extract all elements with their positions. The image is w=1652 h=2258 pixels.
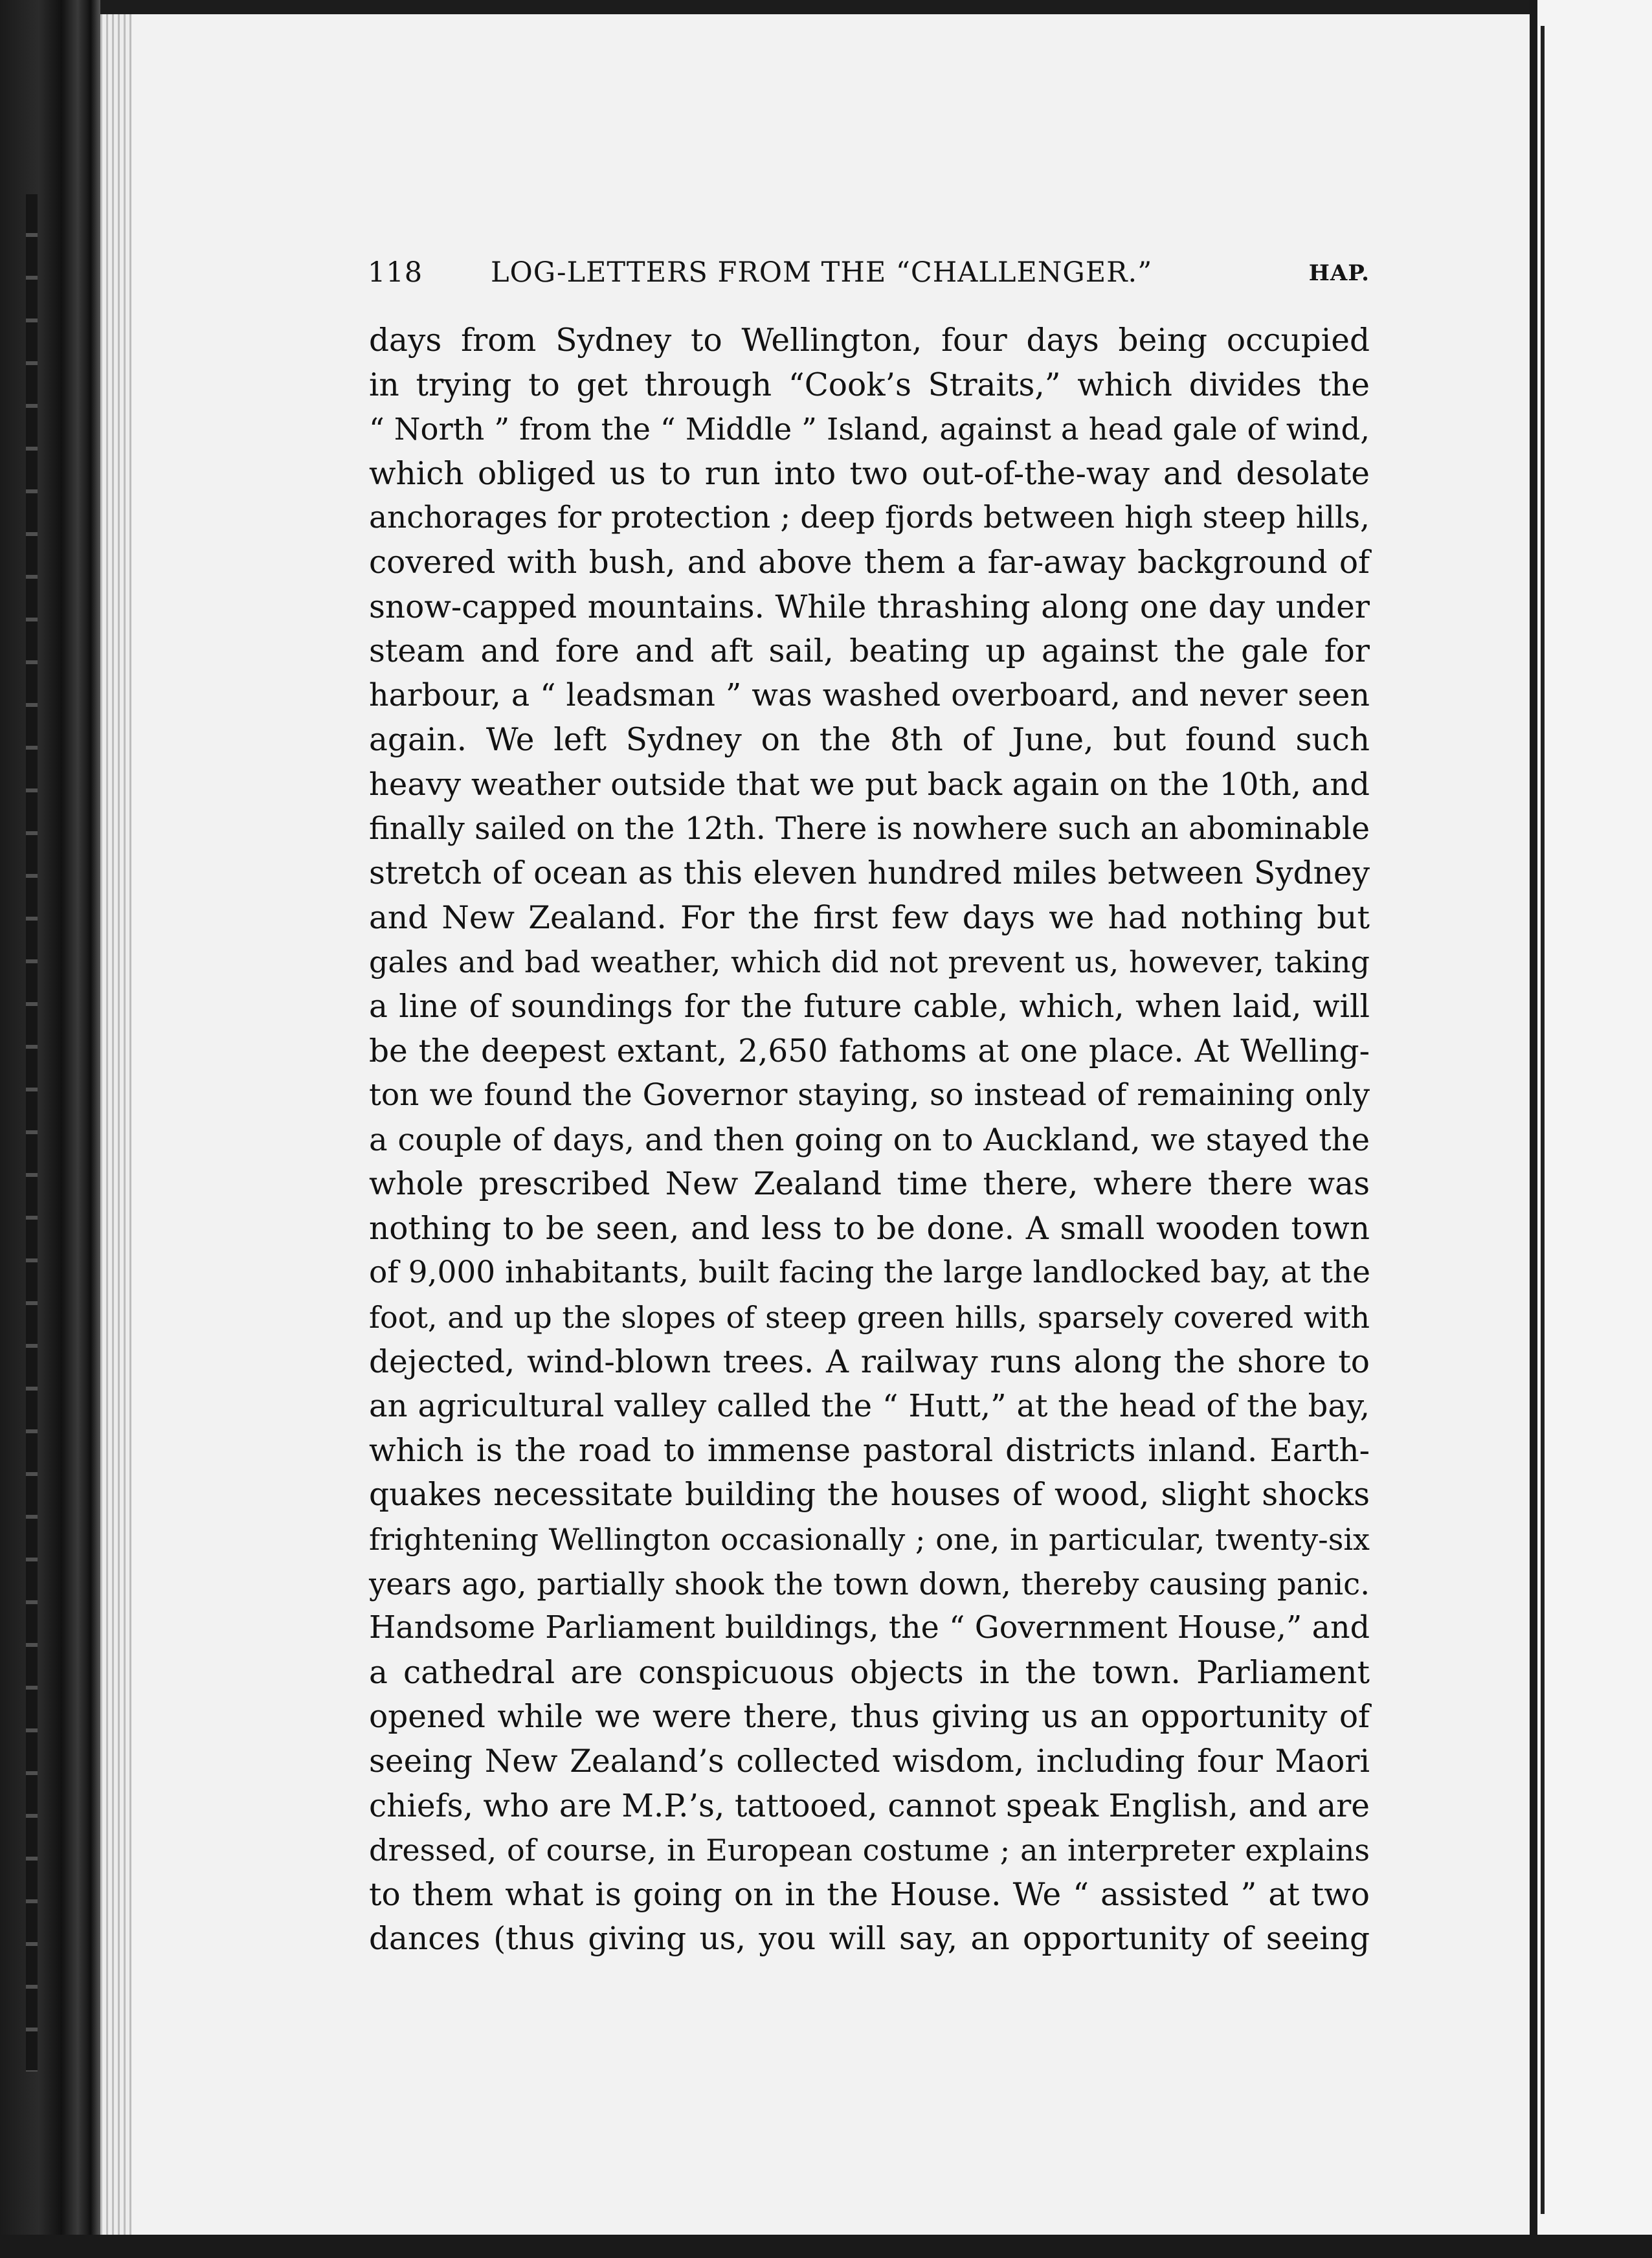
page-number: 118	[368, 256, 423, 289]
text-line: which obliged us to run into two out-of-the-way and desolate	[369, 455, 1370, 492]
text-line: again. We left Sydney on the 8th of June, but found such	[369, 722, 1370, 759]
running-title: LOG-LETTERS FROM THE “CHALLENGER.”	[491, 256, 1153, 289]
text-line: opened while we were there, thus giving us an opportunity of	[369, 1699, 1370, 1736]
text-line: a cathedral are conspicuous objects in the town. Parliament	[369, 1654, 1370, 1691]
text-line: an agricultural valley called the “ Hutt,” at the head of the bay,	[369, 1388, 1370, 1425]
text-line: nothing to be seen, and less to be done. A small wooden town	[369, 1210, 1370, 1247]
text-line: of 9,000 inhabitants, built facing the large landlocked bay, at the	[369, 1255, 1370, 1291]
text-line: and New Zealand. For the first few days we had nothing but	[369, 899, 1370, 936]
gutter-line	[1530, 0, 1537, 2258]
text-line: Handsome Parliament buildings, the “ Government House,” and	[369, 1610, 1370, 1646]
page-edge-lines	[100, 14, 131, 2235]
facing-page-edge	[1537, 0, 1652, 2258]
text-line: dejected, wind-blown trees. A railway runs along the shore to	[369, 1343, 1370, 1380]
text-line: seeing New Zealand’s collected wisdom, including four Maori	[369, 1743, 1370, 1780]
text-line: ton we found the Governor staying, so instead of remaining only	[369, 1077, 1370, 1113]
chapter-mark: HAP.	[1308, 260, 1370, 286]
text-line: harbour, a “ leadsman ” was washed overboard, and never seen	[369, 677, 1370, 713]
text-line: dances (thus giving us, you will say, an opportunity of seeing	[369, 1921, 1370, 1958]
facing-page-line	[1541, 26, 1545, 2214]
text-line: in trying to get through “Cook’s Straits,” which divides the	[369, 366, 1370, 403]
text-line: a couple of days, and then going on to Auckland, we stayed the	[369, 1121, 1370, 1158]
text-line: quakes necessitate building the houses of wood, slight shocks	[369, 1477, 1370, 1514]
text-line: heavy weather outside that we put back again on the 10th, and	[369, 766, 1370, 803]
text-line: days from Sydney to Wellington, four days being occupied	[369, 322, 1370, 359]
running-head	[368, 256, 1370, 295]
text-line: covered with bush, and above them a far-away background of	[369, 544, 1370, 581]
text-line: dressed, of course, in European costume ; an interpreter explains	[369, 1833, 1370, 1868]
scan-top-border	[0, 0, 1652, 14]
text-line: foot, and up the slopes of steep green hills, sparsely covered with	[369, 1300, 1370, 1336]
text-line: years ago, partially shook the town down, thereby causing panic.	[369, 1566, 1370, 1602]
text-line: chiefs, who are M.P.’s, tattooed, cannot speak English, and are	[369, 1787, 1370, 1824]
text-line: a line of soundings for the future cable, which, when laid, will	[369, 988, 1370, 1025]
text-line: be the deepest extant, 2,650 fathoms at one place. At Welling-	[369, 1033, 1370, 1069]
text-line: finally sailed on the 12th. There is nowhere such an abominable	[369, 810, 1370, 847]
text-line: which is the road to immense pastoral districts inland. Earth-	[369, 1432, 1370, 1469]
text-line: steam and fore and aft sail, beating up against the gale for	[369, 633, 1370, 670]
text-line: frightening Wellington occasionally ; one, in particular, twenty-six	[369, 1522, 1370, 1558]
text-line: anchorages for protection ; deep fjords between high steep hills,	[369, 500, 1370, 536]
scan-left-border	[0, 0, 100, 2258]
body-text	[369, 319, 1370, 1962]
text-line: whole prescribed New Zealand time there, where there was	[369, 1166, 1370, 1203]
text-line: stretch of ocean as this eleven hundred miles between Sydney	[369, 855, 1370, 892]
text-line: “ North ” from the “ Middle ” Island, against a head gale of wind,	[369, 412, 1370, 447]
text-line: snow-capped mountains. While thrashing along one day under	[369, 588, 1370, 625]
text-line: to them what is going on in the House. We “ assisted ” at two	[369, 1876, 1370, 1913]
scan-bottom-border	[0, 2235, 1652, 2258]
text-line: gales and bad weather, which did not prevent us, however, taking	[369, 945, 1370, 980]
